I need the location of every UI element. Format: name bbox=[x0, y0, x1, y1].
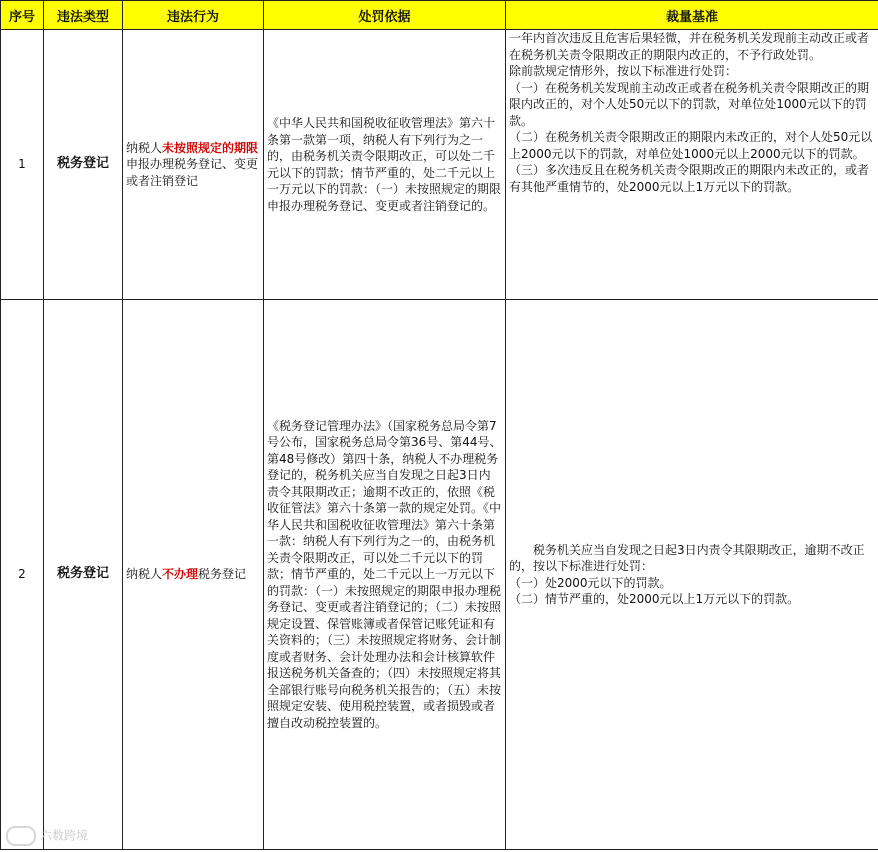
header-violation-type: 违法类型 bbox=[44, 1, 123, 30]
standard-line: （二）情节严重的，处2000元以上1万元以下的罚款。 bbox=[509, 592, 800, 606]
row-index: 2 bbox=[1, 300, 44, 850]
row-index: 1 bbox=[1, 30, 44, 300]
standard-line: 除前款规定情形外，按以下标准进行处罚： bbox=[509, 64, 738, 78]
row-basis: 《税务登记管理办法》（国家税务总局令第7号公布，国家税务总局令第36号、第44号、第48号修改）第四十条，纳税人不办理税务登记的，税务机关应当自发现之日起3日内责令其限期改正；逾期不改正的，依照《税收征管法》第六十条第一款的规定处罚。《中华人民共和国税收征收管理法》第六十条第一款：纳税人有下列行为之一的，由税务机关责令限期改正，可以处二千元以下的罚款；情节严重的，处二千元以上一万元以下的罚款：（一）未按照规定的期限申报办理税务登记、变更或者注销登记的；（二）未按照规定设置、保管账簿或者保管记账凭证和有关资料的；（三）未按照规定将财务、会计制度或者财务、会计处理办法和会计核算软件报送税务机关备查的；（四）未按照规定将其全部银行账号向税务机关报告的；（五）未按照规定安装、使用税控装置，或者损毁或者擅自改动税控装置的。 bbox=[264, 300, 506, 850]
standard-line: （一）处2000元以下的罚款。 bbox=[509, 575, 672, 590]
header-row bbox=[1, 1, 878, 30]
watermark bbox=[6, 826, 88, 846]
watermark-text: 六数跨境 bbox=[40, 828, 89, 843]
table-row bbox=[1, 300, 878, 850]
behavior-highlight: 未按照规定的期限 bbox=[162, 140, 259, 155]
header-violation-behavior: 违法行为 bbox=[123, 1, 264, 30]
standard-line: （二）在税务机关责令限期改正的期限内未改正的，对个人处50元以上2000元以下的罚款，对单位处1000元以上2000元以下的罚款。 bbox=[509, 130, 873, 161]
row-standard bbox=[506, 300, 878, 850]
row-behavior bbox=[123, 300, 264, 850]
standard-line: 一年内首次违反且危害后果轻微，并在税务机关发现前主动改正或者在税务机关责令限期改正的期限内改正的，不予行政处罚。 bbox=[509, 31, 870, 62]
standard-line: 税务机关应当自发现之日起3日内责令其限期改正，逾期不改正的，按以下标准进行处罚： bbox=[509, 542, 865, 573]
behavior-prefix: 纳税人 bbox=[126, 567, 163, 582]
header-index: 序号 bbox=[1, 1, 44, 30]
row-type: 税务登记 bbox=[44, 300, 123, 850]
standard-line: （三）多次违反且在税务机关责令限期改正的期限内未改正的，或者有其他严重情节的，处2000元以上1万元以下的罚款。 bbox=[509, 163, 870, 194]
behavior-suffix: 申报办理税务登记、变更或者注销登记 bbox=[126, 157, 259, 188]
watermark-logo-icon bbox=[6, 826, 36, 846]
row-standard bbox=[506, 30, 878, 300]
behavior-suffix: 税务登记 bbox=[198, 567, 247, 582]
row-basis: 《中华人民共和国税收征收管理法》第六十条第一款第一项，纳税人有下列行为之一的，由税务机关责令限期改正，可以处二千元以下的罚款；情节严重的，处二千元以上一万元以下的罚款：（一）未按照规定的期限申报办理税务登记、变更或者注销登记的。 bbox=[264, 30, 506, 300]
row-behavior bbox=[123, 30, 264, 300]
behavior-prefix: 纳税人 bbox=[126, 140, 163, 155]
header-penalty-basis: 处罚依据 bbox=[264, 1, 506, 30]
header-discretion-standard: 裁量基准 bbox=[506, 1, 878, 30]
behavior-highlight: 不办理 bbox=[162, 567, 199, 582]
standard-line: （一）在税务机关发现前主动改正或者在税务机关责令限期改正的期限内改正的，对个人处50元以下的罚款，对单位处1000元以下的罚款。 bbox=[509, 80, 870, 128]
table-row bbox=[1, 30, 878, 300]
row-type: 税务登记 bbox=[44, 30, 123, 300]
